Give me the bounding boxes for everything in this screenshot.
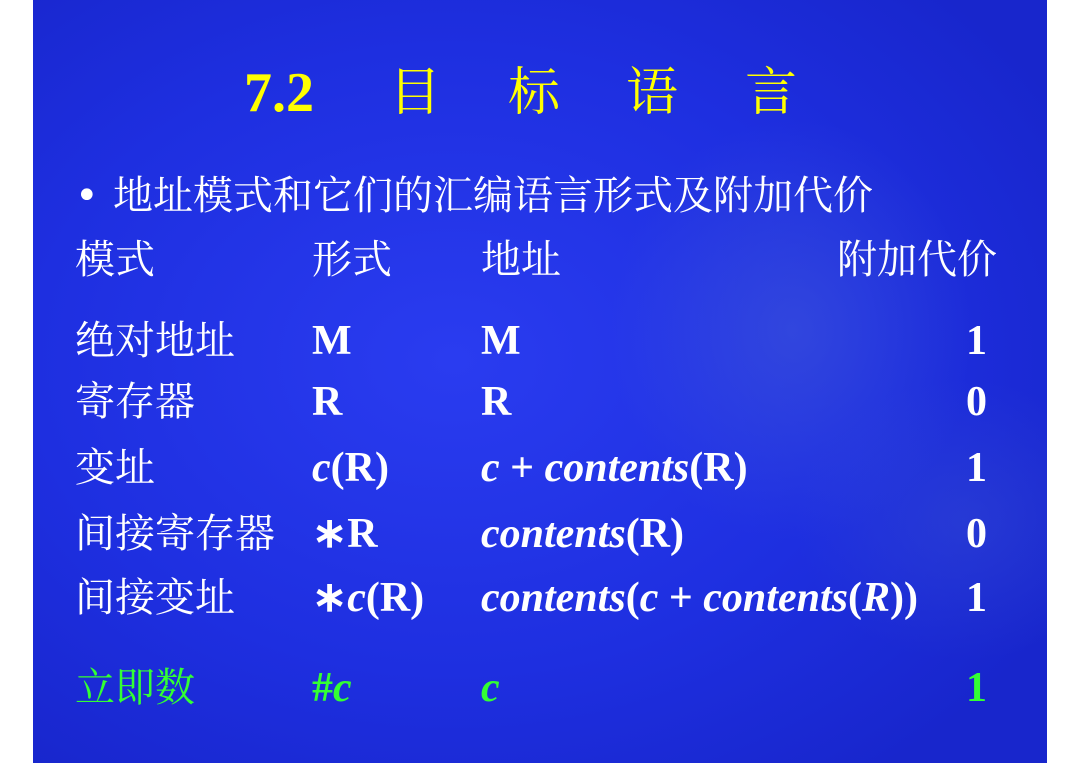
row-cost: 1 bbox=[966, 318, 987, 364]
title-char-4: 言 bbox=[745, 63, 798, 123]
row-form: #c bbox=[312, 665, 352, 711]
row-cost: 1 bbox=[966, 575, 987, 621]
table-header bbox=[33, 232, 1047, 288]
bullet-marker: • bbox=[75, 173, 99, 219]
row-form: ∗R bbox=[312, 511, 378, 557]
row-address: R bbox=[481, 379, 512, 425]
row-mode: 寄存器 bbox=[75, 379, 195, 425]
bullet-text: 地址模式和它们的汇编语言形式及附加代价 bbox=[113, 173, 873, 219]
row-form: c(R) bbox=[312, 445, 389, 491]
slide-title bbox=[33, 58, 1047, 128]
row-cost: 1 bbox=[966, 445, 987, 491]
header-form: 形式 bbox=[312, 237, 392, 283]
table-row bbox=[33, 440, 1047, 496]
row-mode: 间接寄存器 bbox=[75, 511, 275, 557]
row-cost: 0 bbox=[966, 511, 987, 557]
row-mode: 立即数 bbox=[75, 665, 195, 711]
row-cost: 1 bbox=[966, 665, 987, 711]
table-row bbox=[33, 506, 1047, 562]
slide bbox=[33, 0, 1047, 763]
title-char-3: 语 bbox=[626, 63, 679, 123]
row-mode: 间接变址 bbox=[75, 575, 235, 621]
row-cost: 0 bbox=[966, 379, 987, 425]
table-row bbox=[33, 374, 1047, 430]
title-char-2: 标 bbox=[508, 63, 561, 123]
row-mode: 变址 bbox=[75, 445, 155, 491]
header-cost: 附加代价 bbox=[837, 237, 997, 283]
row-address: contents(c + contents(R)) bbox=[481, 575, 918, 621]
table-row bbox=[33, 570, 1047, 626]
section-number: 7.2 bbox=[244, 62, 314, 124]
row-form: ∗c(R) bbox=[312, 575, 425, 621]
row-mode: 绝对地址 bbox=[75, 318, 235, 364]
row-address: c bbox=[481, 665, 500, 711]
row-form: M bbox=[312, 318, 352, 364]
row-form: R bbox=[312, 379, 343, 425]
bullet-line bbox=[75, 170, 873, 222]
header-mode: 模式 bbox=[75, 237, 155, 283]
row-address: contents(R) bbox=[481, 511, 684, 557]
title-char-1: 目 bbox=[389, 63, 442, 123]
table-row bbox=[33, 660, 1047, 716]
header-address: 地址 bbox=[481, 237, 561, 283]
row-address: M bbox=[481, 318, 521, 364]
table-row bbox=[33, 313, 1047, 369]
row-address: c + contents(R) bbox=[481, 445, 748, 491]
